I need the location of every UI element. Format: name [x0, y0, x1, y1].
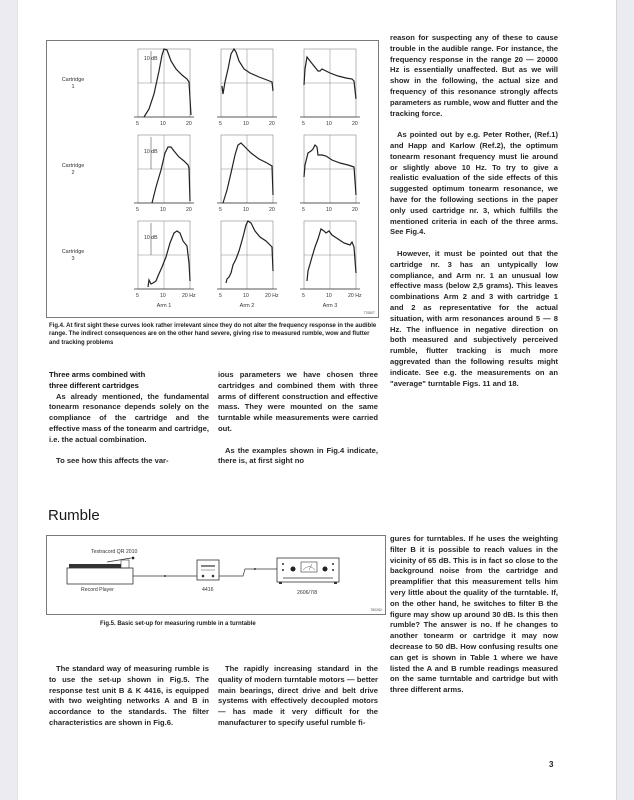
graph-cart1-arm2 [217, 49, 277, 131]
svg-text:20: 20 [352, 207, 358, 213]
paragraph-various-parameters: ious parameters we have chosen three cartridges and combined them with three arms of different construction and effective mass. They were mounted on the same turntable while measurements were carried out. [218, 370, 378, 433]
document-page [17, 0, 617, 800]
svg-text:10: 10 [326, 207, 332, 213]
svg-text:20: 20 [352, 121, 358, 127]
svg-text:10: 10 [160, 207, 166, 213]
svg-text:5: 5 [219, 121, 222, 127]
svg-text:10: 10 [160, 121, 166, 127]
paragraph-figures-for-turntables: gures for turntables. If he uses the weighting filter B it is possible to reach values in the vicinity of 65 dB. This is in fact so close to the background noise from the cartridge and preamplifier that this measurement tells him very little about the quality of the turntable. If, on the other hand, he switches to filter B the figure may show up around 30 dB. Is this then rumble? The answer is no. If he changes to another tonearm or cartridge it may now decrease to 50 dB. How confusing results one can get is shown in Table 1 where we have listed the A and B rumble readings measured on the same turntable and cartridge but with three different arms. [390, 534, 558, 695]
svg-text:10: 10 [243, 293, 249, 299]
graph-cart1-arm1 [134, 49, 194, 131]
svg-text:5: 5 [136, 293, 139, 299]
unit-2606-label: 2606/7/8 [297, 590, 318, 596]
svg-text:10: 10 [243, 121, 249, 127]
page-number: 3 [549, 760, 554, 769]
paragraph-fundamental-resonance: As already mentioned, the fundamental tonearm resonance depends solely on the compliance of the cartridge and the effective mass of the tonearm and cartridge, i.e. the actual combination. [49, 391, 209, 444]
measuring-amplifier-icon [277, 558, 339, 584]
svg-text:20 Hz: 20 Hz [182, 293, 196, 299]
svg-text:5: 5 [302, 207, 305, 213]
svg-text:10: 10 [326, 121, 332, 127]
svg-text:20: 20 [269, 207, 275, 213]
figure-4-code: 770807 [363, 311, 375, 315]
graph-cart2-arm2 [217, 135, 277, 217]
section-three-arms-col2 [218, 370, 378, 467]
svg-text:10: 10 [326, 293, 332, 299]
svg-text:5: 5 [302, 293, 305, 299]
paragraph-resonance-intro: reason for suspecting any of these to cause trouble in the audible range. For instance, the frequency response in the range 20 — 20000 Hz is essentially unaffected. But as we will show in the following, the actual size and frequency of this resonance strongly affects parameters as rumble, wow and flutter and the tracking force. [390, 33, 558, 118]
column-label-arm-2: Arm 2 [239, 303, 255, 309]
response-test-unit-icon [197, 560, 219, 580]
graph-cart3-arm1 [134, 221, 194, 303]
section-heading: Three arms combined with three different cartridges [49, 370, 146, 390]
unit-4416-label: 4416 [202, 587, 214, 593]
svg-text:20 Hz: 20 Hz [265, 293, 279, 299]
paragraph-to-see: To see how this affects the var- [56, 456, 169, 466]
svg-text:5: 5 [302, 121, 305, 127]
svg-text:20 Hz: 20 Hz [348, 293, 362, 299]
svg-text:10: 10 [243, 207, 249, 213]
graph-cart1-arm3 [300, 49, 360, 131]
svg-text:10 dB: 10 dB [144, 149, 158, 155]
svg-text:20: 20 [186, 207, 192, 213]
testracord-label: Testracord QR 2010 [91, 549, 138, 555]
row-label-cartridge-1: Cartridge 1 [61, 77, 85, 90]
graph-cart2-arm1 [134, 135, 194, 217]
figure-4-caption [49, 322, 377, 347]
svg-text:10 dB: 10 dB [144, 235, 158, 241]
column-label-arm-1: Arm 1 [156, 303, 172, 309]
setup-diagram [47, 536, 387, 616]
figure-5-caption-text: Basic set-up for measuring rumble in a turntable [117, 621, 256, 627]
figure-5-code: 780262 [370, 608, 382, 612]
rumble-col1 [49, 664, 209, 729]
rumble-col3 [390, 534, 558, 696]
section-three-arms-col1 [49, 370, 209, 467]
svg-text:20: 20 [186, 121, 192, 127]
record-player-icon [67, 557, 134, 584]
column-label-arm-3: Arm 3 [322, 303, 338, 309]
svg-text:5: 5 [219, 207, 222, 213]
figure-5-frame [46, 535, 386, 615]
graph-cart2-arm3 [300, 135, 360, 217]
paragraph-examples-fig4: As the examples shown in Fig.4 indicate, there is, at first sight no [218, 445, 378, 466]
rumble-col2 [218, 664, 378, 729]
figure-4-frame [46, 40, 379, 318]
graph-cart3-arm3 [300, 221, 360, 303]
svg-text:5: 5 [136, 207, 139, 213]
svg-text:5: 5 [219, 293, 222, 299]
row-label-cartridge-3: Cartridge 3 [61, 249, 85, 262]
svg-text:20: 20 [269, 121, 275, 127]
section-title-rumble: Rumble [48, 507, 100, 524]
paragraph-optimum-resonance: As pointed out by e.g. Peter Rother, (Ref.1) and Happ and Karlow (Ref.2), the optimum tonearm resonant frequency must lie around or slightly above 10 Hz. To try to give a realistic evaluation of the side effects of this suggested optimum tonearm resonance, we have for the following sections in the paper only used cartridge nr. 3, which fulfills the mentioned criteria in each of the three arms. See Fig.4. [390, 130, 558, 237]
paragraph-rapidly-increasing: The rapidly increasing standard in the quality of modern turntable motors — better main bearings, direct drive and belt drive systems with effectively decoupled motors — has made it very difficult for the manufacturer to specify useful rumble fi- [218, 664, 378, 727]
paragraph-standard-way: The standard way of measuring rumble is to use the set-up shown in Fig.5. The response test unit B & K 4416, is equipped with two weighting networks A and B in accordance to the standards. The filter characteristics are shown in Fig.6. [49, 664, 209, 727]
figure-4-caption-text: At first sight these curves look rather irrelevant since they do not alter the frequency response in the audible range. The indirect consequences are on the other hand severe, giving rise to measured rumble, wow and flutter and tracking problems [49, 323, 377, 346]
figure-5-caption [100, 620, 380, 628]
record-player-label: Record Player [81, 587, 114, 593]
svg-text:10: 10 [160, 293, 166, 299]
figure-4-caption-label: Fig.4. [49, 323, 65, 329]
svg-text:5: 5 [136, 121, 139, 127]
row-label-cartridge-2: Cartridge 2 [61, 163, 85, 176]
graph-cart3-arm2 [217, 221, 277, 303]
svg-text:10 dB: 10 dB [144, 56, 158, 62]
paragraph-cartridge-3-note: However, it must be pointed out that the cartridge nr. 3 has an untypically low compliance, and Arm nr. 1 an unusual low effective mass (below 2,5 grams). This leaves combinations Arm 2 and 3 with cartridge 1 and 2 as representative for the actual situation, with arm resonances around 5 — 8 Hz. The influence in negative direction on both measured and subjectively perceived rumble, flutter tracking is much more aggrevated than the following results might indicate. See e.g. the measurements on an "average" turntable Figs. 11 and 18. [390, 248, 558, 388]
figure-5-caption-label: Fig.5. [100, 621, 116, 627]
right-column-top [390, 33, 558, 389]
